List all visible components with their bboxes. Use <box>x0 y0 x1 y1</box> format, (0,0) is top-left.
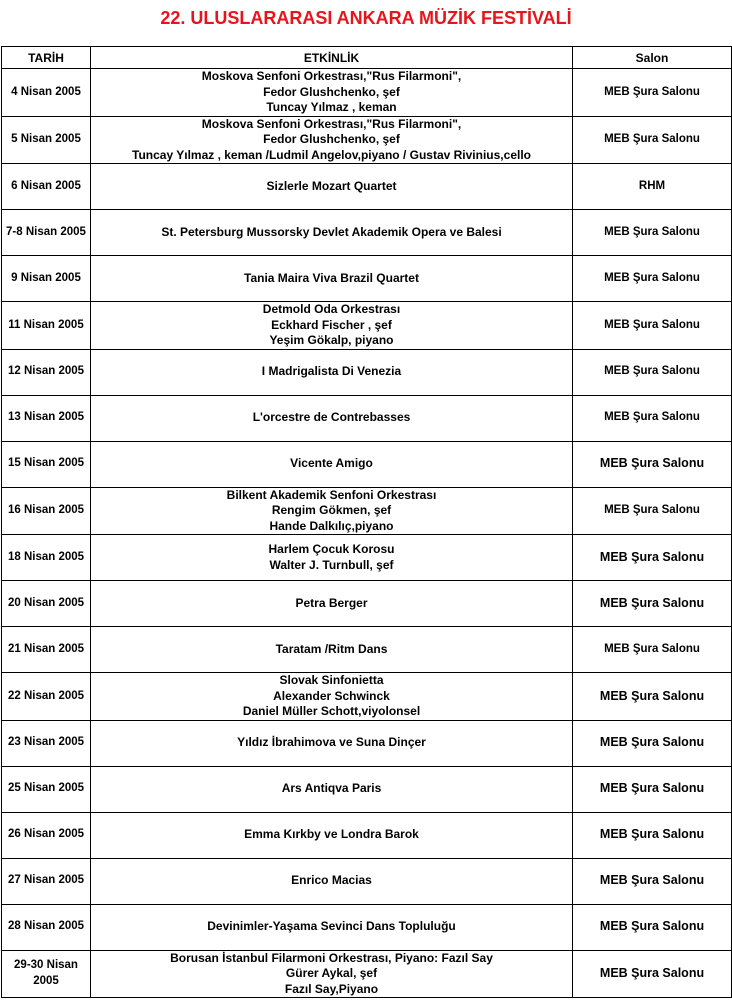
table-row <box>2 487 732 535</box>
event-line: Petra Berger <box>295 595 368 610</box>
event-line: Alexander Schwinck <box>273 688 390 703</box>
table-row <box>2 904 732 950</box>
venue-cell: MEB Şura Salonu <box>573 904 732 950</box>
event-line: Fedor Glushchenko, şef <box>263 84 400 99</box>
venue-cell: MEB Şura Salonu <box>573 812 732 858</box>
venue-cell: MEB Şura Salonu <box>573 950 732 998</box>
event-description-cell <box>91 904 573 950</box>
column-header-date: TARİH <box>2 47 91 69</box>
event-line: Sizlerle Mozart Quartet <box>266 178 397 193</box>
event-date-cell: 16 Nisan 2005 <box>2 487 91 535</box>
event-line: Daniel Müller Schott,viyolonsel <box>242 704 421 718</box>
event-line: Devinimler-Yaşama Sevinci Dans Topluluğu <box>207 919 456 934</box>
event-line: Eckhard Fischer , şef <box>271 317 392 332</box>
column-header-event: ETKİNLİK <box>91 47 573 69</box>
event-date-cell: 18 Nisan 2005 <box>2 535 91 581</box>
venue-cell: MEB Şura Salonu <box>573 69 732 117</box>
event-line: Tuncay Yılmaz , keman /Ludmil Angelov,piyano / Gustav Rivinius,cello <box>132 147 531 162</box>
event-line: Emma Kırkby ve Londra Barok <box>244 827 419 842</box>
event-line: Borusan İstanbul Filarmoni Orkestrası, Piyano: Fazıl Say <box>170 950 493 965</box>
event-description-cell <box>91 858 573 904</box>
venue-cell: MEB Şura Salonu <box>573 627 732 673</box>
event-description-cell <box>91 720 573 766</box>
event-description-cell <box>91 812 573 858</box>
table-header-row <box>2 47 732 69</box>
event-date-cell: 5 Nisan 2005 <box>2 116 91 164</box>
event-line: Enrico Macias <box>291 873 372 888</box>
event-date-cell: 9 Nisan 2005 <box>2 256 91 302</box>
event-line: St. Petersburg Mussorsky Devlet Akademik Opera ve Balesi <box>161 224 502 239</box>
venue-cell: MEB Şura Salonu <box>573 302 732 350</box>
table-row <box>2 302 732 350</box>
table-row <box>2 441 732 487</box>
event-date-cell: 27 Nisan 2005 <box>2 858 91 904</box>
event-description-cell <box>91 210 573 256</box>
event-description-cell <box>91 116 573 164</box>
venue-cell: MEB Şura Salonu <box>573 349 732 395</box>
venue-cell: MEB Şura Salonu <box>573 673 732 721</box>
table-row <box>2 766 732 812</box>
venue-cell: MEB Şura Salonu <box>573 395 732 441</box>
venue-cell: MEB Şura Salonu <box>573 581 732 627</box>
event-line: L'orcestre de Contrebasses <box>252 410 411 425</box>
festival-schedule-table <box>1 46 732 998</box>
event-description-cell <box>91 302 573 350</box>
table-row <box>2 720 732 766</box>
table-row <box>2 858 732 904</box>
event-line: Harlem Çocuk Korosu <box>268 542 395 556</box>
event-description-cell <box>91 627 573 673</box>
event-line: Tuncay Yılmaz , keman <box>266 100 397 114</box>
event-description-cell <box>91 673 573 721</box>
event-description-cell <box>91 581 573 627</box>
venue-cell: MEB Şura Salonu <box>573 210 732 256</box>
venue-cell: MEB Şura Salonu <box>573 441 732 487</box>
event-description-cell <box>91 441 573 487</box>
table-row <box>2 581 732 627</box>
event-line: Fazıl Say,Piyano <box>284 981 379 996</box>
event-description-cell <box>91 766 573 812</box>
venue-cell: MEB Şura Salonu <box>573 720 732 766</box>
event-line: Fedor Glushchenko, şef <box>263 132 400 146</box>
event-date-cell: 22 Nisan 2005 <box>2 673 91 721</box>
event-line: Vicente Amigo <box>290 456 373 471</box>
event-line: Walter J. Turnbull, şef <box>269 557 394 572</box>
event-line: Hande Dalkılıç,piyano <box>269 518 394 533</box>
event-line: Bilkent Akademik Senfoni Orkestrası <box>226 487 437 502</box>
venue-cell: MEB Şura Salonu <box>573 858 732 904</box>
table-row <box>2 69 732 117</box>
event-description-cell <box>91 950 573 998</box>
event-date-cell: 6 Nisan 2005 <box>2 164 91 210</box>
event-date-cell: 26 Nisan 2005 <box>2 812 91 858</box>
event-date-cell: 20 Nisan 2005 <box>2 581 91 627</box>
table-row <box>2 116 732 164</box>
event-line: Tania Maira Viva Brazil Quartet <box>244 270 419 285</box>
event-line: Rengim Gökmen, şef <box>271 503 392 517</box>
table-row <box>2 673 732 721</box>
column-header-venue: Salon <box>573 47 732 69</box>
table-row <box>2 349 732 395</box>
event-line: I Madrigalista Di Venezia <box>261 364 402 379</box>
table-row <box>2 256 732 302</box>
event-description-cell <box>91 535 573 581</box>
table-row <box>2 627 732 673</box>
event-line: Slovak Sinfonietta <box>279 673 384 687</box>
event-description-cell <box>91 164 573 210</box>
event-date-cell: 7-8 Nisan 2005 <box>2 210 91 256</box>
event-date-cell: 21 Nisan 2005 <box>2 627 91 673</box>
event-line: Yıldız İbrahimova ve Suna Dinçer <box>237 735 426 750</box>
event-date-cell: 12 Nisan 2005 <box>2 349 91 395</box>
event-line: Moskova Senfoni Orkestrası,"Rus Filarmoni", <box>201 116 462 131</box>
event-date-cell: 4 Nisan 2005 <box>2 69 91 117</box>
event-date-cell: 23 Nisan 2005 <box>2 720 91 766</box>
table-row <box>2 164 732 210</box>
event-date-cell: 15 Nisan 2005 <box>2 441 91 487</box>
venue-cell: MEB Şura Salonu <box>573 487 732 535</box>
table-row <box>2 210 732 256</box>
event-date-cell: 28 Nisan 2005 <box>2 904 91 950</box>
event-line: Taratam /Ritm Dans <box>275 641 388 656</box>
event-description-cell <box>91 256 573 302</box>
event-description-cell <box>91 69 573 117</box>
event-line: Yeşim Gökalp, piyano <box>269 333 394 347</box>
table-row <box>2 950 732 998</box>
page-title: 22. ULUSLARARASI ANKARA MÜZİK FESTİVALİ <box>160 8 572 28</box>
venue-cell: MEB Şura Salonu <box>573 116 732 164</box>
event-line: Detmold Oda Orkestrası <box>262 302 401 316</box>
event-date-cell: 29-30 Nisan 2005 <box>2 950 91 998</box>
table-body <box>2 69 732 998</box>
table-row <box>2 812 732 858</box>
event-date-cell: 25 Nisan 2005 <box>2 766 91 812</box>
venue-cell: RHM <box>573 164 732 210</box>
event-description-cell <box>91 349 573 395</box>
event-description-cell <box>91 487 573 535</box>
event-date-cell: 13 Nisan 2005 <box>2 395 91 441</box>
venue-cell: MEB Şura Salonu <box>573 256 732 302</box>
venue-cell: MEB Şura Salonu <box>573 535 732 581</box>
event-line: Gürer Aykal, şef <box>285 966 378 980</box>
event-line: Moskova Senfoni Orkestrası,"Rus Filarmoni", <box>201 69 462 83</box>
event-line: Ars Antiqva Paris <box>281 781 382 796</box>
event-description-cell <box>91 395 573 441</box>
table-row <box>2 395 732 441</box>
venue-cell: MEB Şura Salonu <box>573 766 732 812</box>
event-date-cell: 11 Nisan 2005 <box>2 302 91 350</box>
table-row <box>2 535 732 581</box>
